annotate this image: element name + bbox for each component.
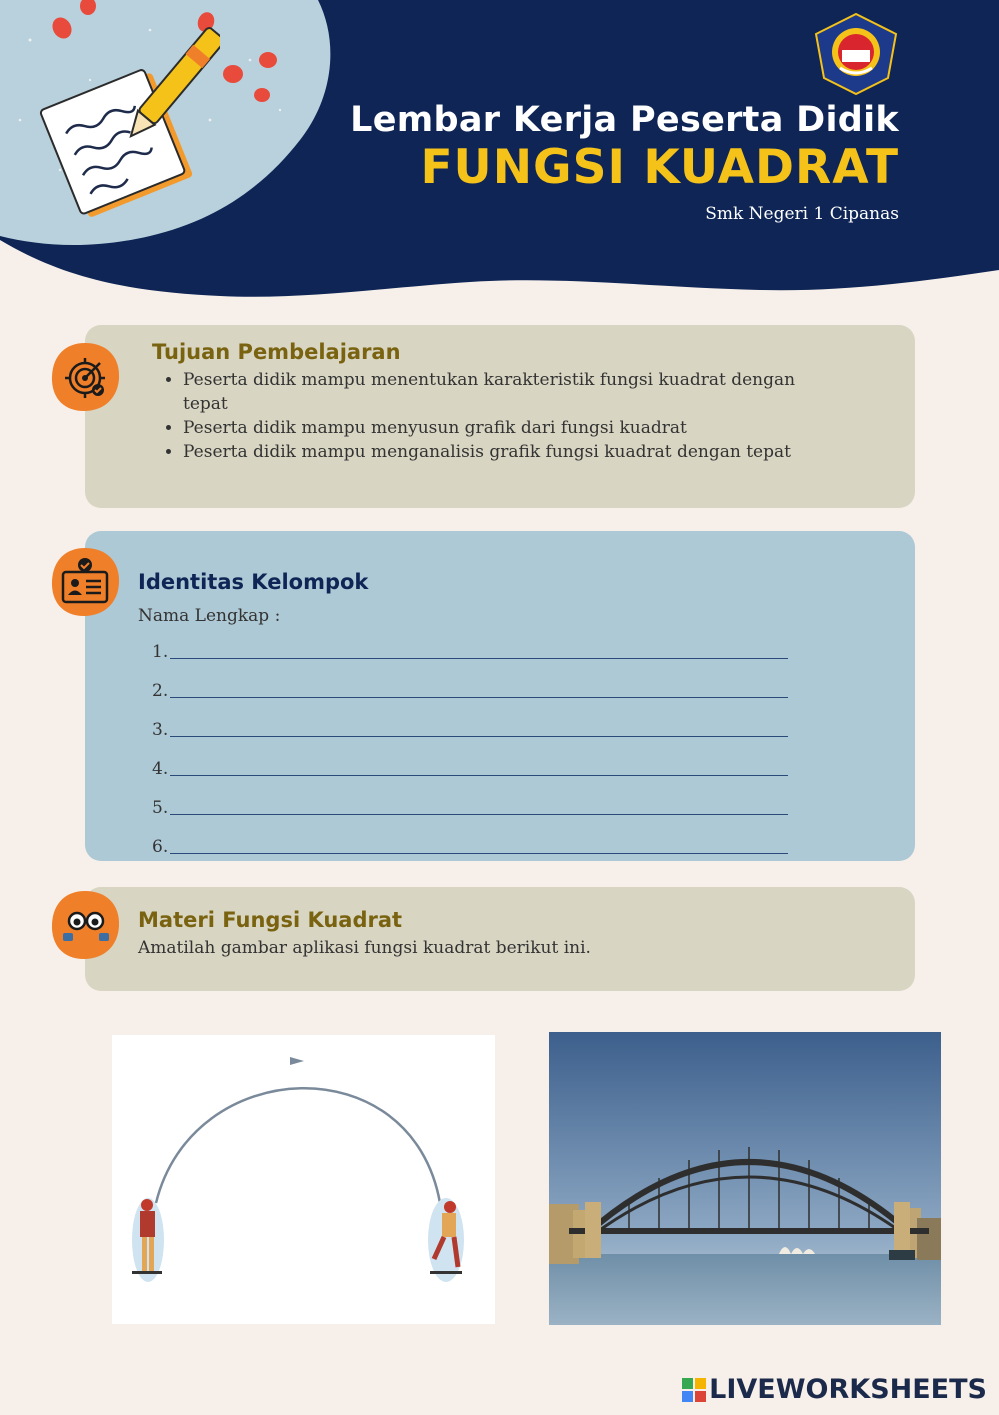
blank-line [170,755,788,776]
watermark-text: LIVEWORKSHEETS [709,1374,987,1405]
name-field-2[interactable] [152,675,788,701]
jump-rope-image [112,1035,495,1324]
name-field-3[interactable] [152,714,788,740]
name-field-1[interactable] [152,636,788,662]
materi-instruction: Amatilah gambar aplikasi fungsi kuadrat berikut ini. [138,938,591,958]
list-item: • Peserta didik mampu menganalisis grafik fungsi kuadrat dengan tepat [183,440,813,464]
notebook-pen-icon [20,18,220,218]
liveworksheets-watermark [681,1374,987,1405]
line-number: 5. [152,798,169,818]
line-number: 6. [152,837,169,857]
page-title: Lembar Kerja Peserta Didik [350,100,899,140]
name-field-5[interactable] [152,792,788,818]
line-number: 2. [152,681,169,701]
page-subtitle: FUNGSI KUADRAT [420,140,899,195]
harbour-bridge-image [549,1032,941,1325]
line-number: 3. [152,720,169,740]
id-card-icon [48,545,122,619]
target-icon [48,340,122,414]
blank-line [170,638,788,659]
name-field-6[interactable] [152,831,788,857]
list-item: • Peserta didik mampu menentukan karakteristik fungsi kuadrat dengan tepat [183,368,813,416]
school-name: Smk Negeri 1 Cipanas [705,204,899,224]
materi-heading: Materi Fungsi Kuadrat [138,908,403,932]
liveworksheets-logo-icon [681,1377,707,1403]
blank-line [170,677,788,698]
line-number: 4. [152,759,169,779]
tujuan-list [158,368,813,464]
name-field-4[interactable] [152,753,788,779]
blank-line [170,833,788,854]
line-number: 1. [152,642,169,662]
nama-lengkap-label: Nama Lengkap : [138,606,281,626]
eyes-icon [48,888,122,962]
list-item: • Peserta didik mampu menyusun grafik dari fungsi kuadrat [183,416,813,440]
school-logo [812,12,900,96]
blank-line [170,716,788,737]
tujuan-heading: Tujuan Pembelajaran [152,340,401,364]
blank-line [170,794,788,815]
identitas-heading: Identitas Kelompok [138,570,369,594]
